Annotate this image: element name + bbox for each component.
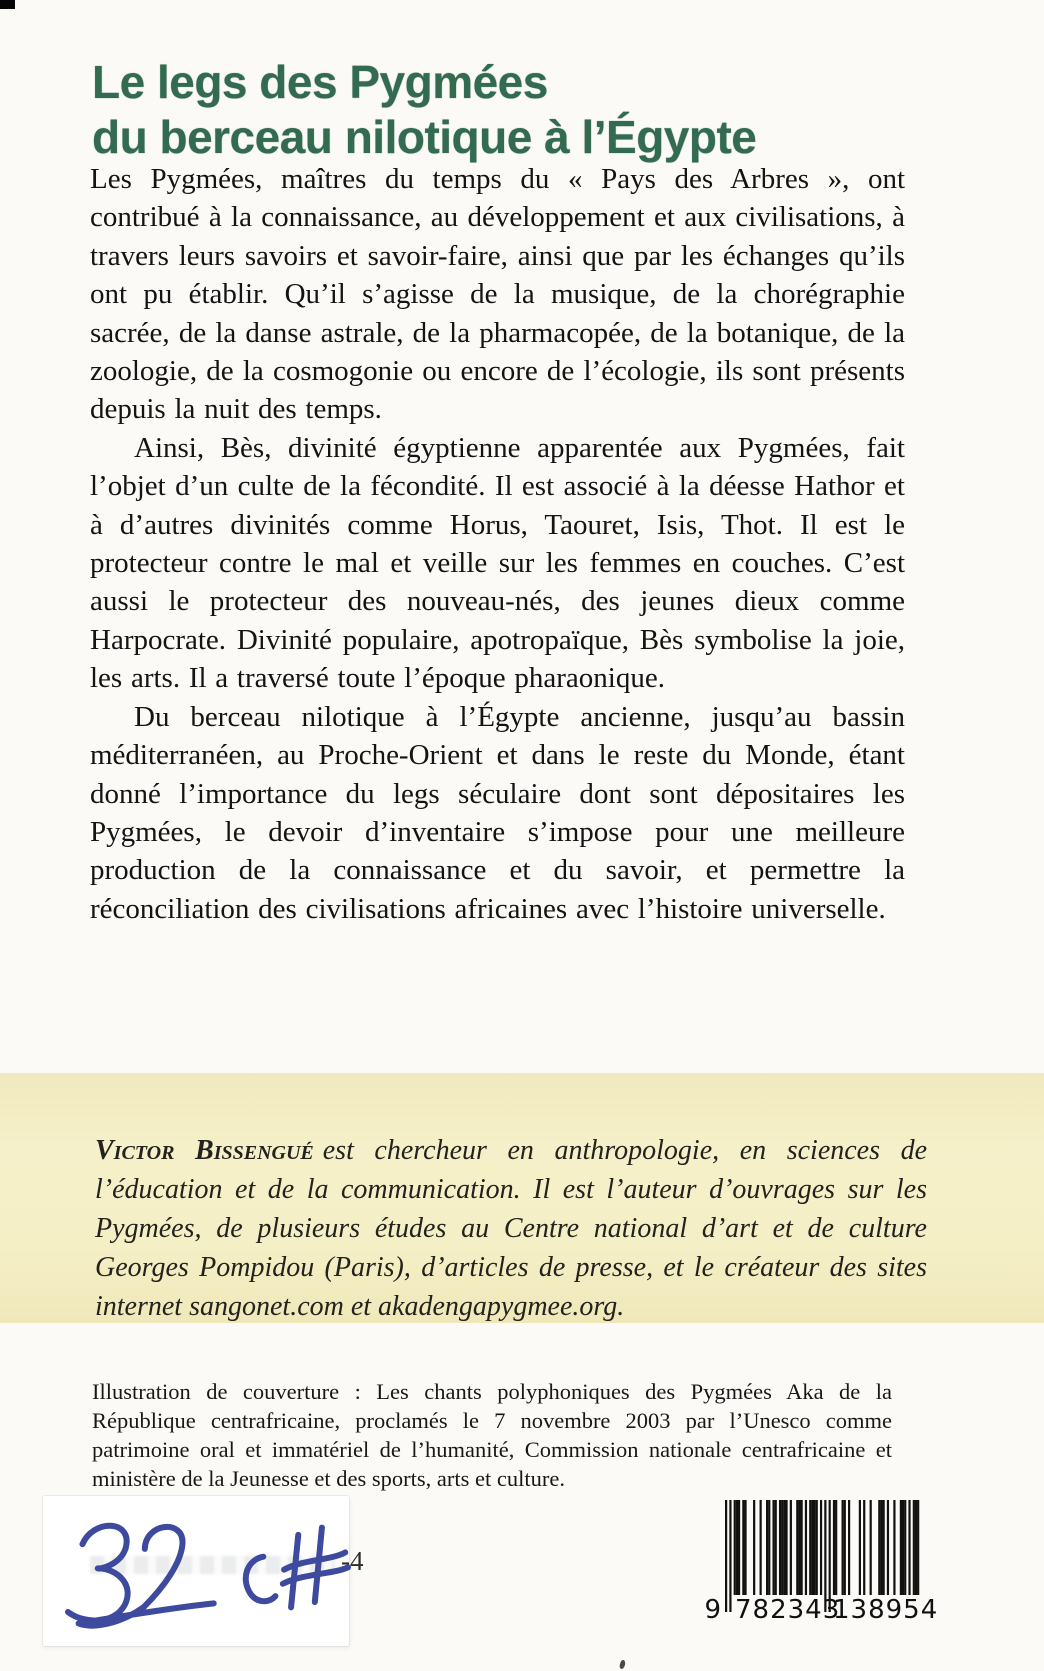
synopsis [90,160,905,928]
author-bio [95,1131,927,1326]
author-name: Victor Bissengué [95,1135,314,1166]
barcode-digit-group: 9 [704,1595,721,1625]
book-title-line1: Le legs des Pygmées [92,55,548,108]
author-bio-band [0,1073,1044,1323]
book-title [92,55,952,165]
author-bio-text: est chercheur en anthropologie, en sciences de l’éducation et de la communication. Il est l’auteur d’ouvrages sur les Pygmées, de plusieurs études au Centre national d’art et de culture Georges Pompidou (Paris), d’articles de presse, et le créateur des sites internet sangonet.com et akadengapygmee.org. [95,1135,928,1322]
barcode-digit-group: 138954 [833,1595,939,1625]
cover-illustration-credit: Illustration de couverture : Les chants polyphoniques des Pygmées Aka de la République centrafricaine, proclamés le 7 novembre 2003 par l’Unesco comme patrimoine oral et immatériel de l’humanité, Commission nationale centrafricaine et ministère de la Jeunesse et des sports, arts et culture. [92,1378,892,1491]
book-title-line2: du berceau nilotique à l’Égypte [92,110,757,163]
barcode-digits [704,1595,939,1629]
handwritten-price [42,1480,360,1661]
synopsis-paragraph: Du berceau nilotique à l’Égypte ancienne, jusqu’au bassin méditerranéen, au Proche-Orient et dans le reste du Monde, étant donné l’importance du legs séculaire dont sont dépositaires les Pygmées, le devoir d’inventaire s’impose pour une meilleure production de la connaissance et du savoir, et permettre la réconciliation des civilisations africaines avec l’histoire universelle. [90,700,905,925]
barcode-digit-group: 782343 [735,1595,841,1625]
synopsis-paragraph: Les Pygmées, maîtres du temps du « Pays des Arbres », ont contribué à la connaissance, au développement et aux civilisations, à travers leurs savoirs et savoir-faire, ainsi que par les échanges qu’ils ont pu établir. Qu’il s’agisse de la musique, de la chorégraphie sacrée, de la danse astrale, de la pharmacopée, de la botanique, de la zoologie, de la cosmogonie ou encore de l’écologie, ils sont présents depuis la nuit des temps. [90,163,905,426]
partial-isbn-print: -4 [341,1546,364,1576]
scan-speck-artifact [619,1659,627,1669]
synopsis-paragraph: Ainsi, Bès, divinité égyptienne apparentée aux Pygmées, fait l’objet d’un culte de la fécondité. Il est associé à la déesse Hathor et à d’autres divinités comme Horus, Taouret, Isis, Thot. Il est le protecteur contre le mal et veille sur les femmes en couches. C’est aussi le protecteur des nouveau-nés, des jeunes dieux comme Harpocrate. Divinité populaire, apotropaïque, Bès symbolise la joie, les arts. Il a traversé toute l’époque pharaonique. [90,431,905,695]
isbn-barcode [705,1500,950,1650]
scan-corner-artifact [0,0,15,9]
